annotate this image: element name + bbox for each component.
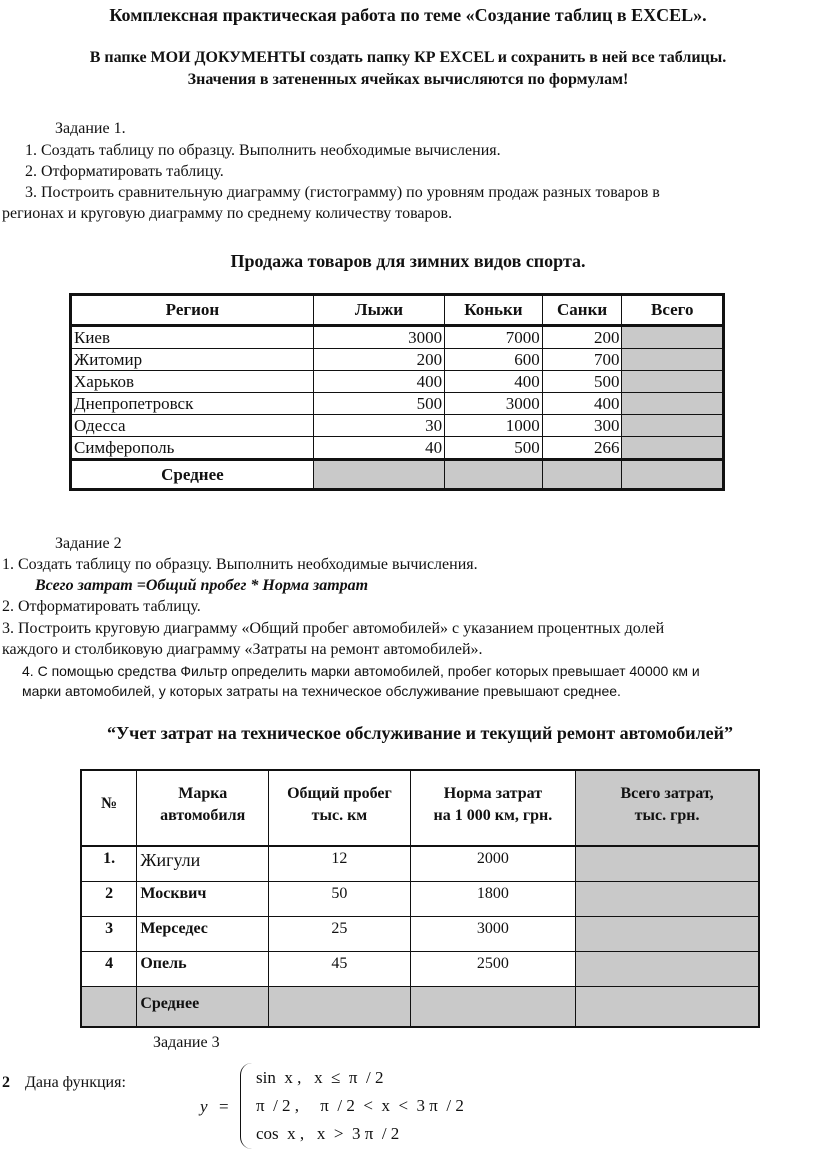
row-number-cell: 2 <box>81 882 137 917</box>
region-cell: Киев <box>71 326 314 349</box>
column-header-total <box>576 770 759 846</box>
value-cell: 7000 <box>445 326 543 349</box>
value-cell: 30 <box>313 415 444 437</box>
column-header-norm-line-2: на 1 000 км, грн. <box>433 807 553 824</box>
column-header-mileage-line-2: тыс. км <box>311 807 368 824</box>
table-header-row <box>81 770 759 846</box>
table-row <box>71 415 724 437</box>
shaded-formula-cell <box>313 460 444 490</box>
task2-item-3a: 3. Построить круговую диаграмму «Общий пробег автомобилей» с указанием процентных долей <box>2 620 665 637</box>
mileage-cell: 45 <box>269 952 411 987</box>
value-cell: 500 <box>313 393 444 415</box>
column-header-skates: Коньки <box>445 295 543 326</box>
shaded-formula-cell <box>269 987 411 1028</box>
task1-item-3b: регионах и круговую диаграмму по среднему количеству товаров. <box>2 205 453 222</box>
task3-number: 2 <box>2 1074 10 1091</box>
average-row <box>81 987 759 1028</box>
car-costs-table <box>80 769 760 1028</box>
column-header-mileage <box>269 770 411 846</box>
brand-cell: Жигули <box>137 846 269 882</box>
table-row <box>71 437 724 460</box>
task2-item-3b: каждого и столбиковую диаграмму «Затраты на ремонт автомобилей». <box>2 641 483 658</box>
column-header-norm-line-1: Норма затрат <box>443 785 543 802</box>
mileage-cell: 50 <box>269 882 411 917</box>
table2-title: “Учет затрат на техническое обслуживание и текущий ремонт автомобилей” <box>106 723 734 743</box>
table-row <box>71 371 724 393</box>
column-header-mileage-line-1: Общий пробег <box>287 785 392 802</box>
brand-cell: Опель <box>137 952 269 987</box>
table-row <box>71 349 724 371</box>
value-cell: 700 <box>542 349 622 371</box>
column-header-number-text: № <box>101 795 118 812</box>
row-number-cell: 4 <box>81 952 137 987</box>
region-cell: Одесса <box>71 415 314 437</box>
task2-formula: Всего затрат =Общий пробег * Норма затрат <box>35 577 369 594</box>
mileage-cell: 25 <box>269 917 411 952</box>
shaded-formula-cell <box>622 460 724 490</box>
shaded-formula-cell <box>576 846 759 882</box>
shaded-formula-cell <box>622 326 724 349</box>
norm-cell: 3000 <box>410 917 575 952</box>
shaded-formula-cell <box>445 460 543 490</box>
instruction-line-2: Значения в затененных ячейках вычисляются по формулам! <box>187 71 629 88</box>
task3-given-text: Дана функция: <box>25 1074 126 1091</box>
task3-label: Задание 3 <box>153 1034 220 1051</box>
value-cell: 600 <box>445 349 543 371</box>
sales-table <box>69 293 725 491</box>
table-row <box>71 393 724 415</box>
table-row <box>81 952 759 987</box>
formula-equals: = <box>219 1097 229 1116</box>
average-label: Среднее <box>71 460 314 490</box>
formula-case-2: π / 2 , π / 2 < x < 3 π / 2 <box>256 1096 464 1115</box>
value-cell: 400 <box>542 393 622 415</box>
brand-cell: Москвич <box>137 882 269 917</box>
column-header-norm <box>410 770 575 846</box>
task2-label: Задание 2 <box>55 535 122 552</box>
average-label: Среднее <box>137 987 269 1028</box>
norm-cell: 1800 <box>410 882 575 917</box>
value-cell: 40 <box>313 437 444 460</box>
task2-item-4a: 4. С помощью средства Фильтр определить марки автомобилей, пробег которых превышает 40000 км и <box>22 663 700 679</box>
shaded-formula-cell <box>622 393 724 415</box>
region-cell: Днепропетровск <box>71 393 314 415</box>
value-cell: 400 <box>445 371 543 393</box>
region-cell: Симферополь <box>71 437 314 460</box>
formula-y: y <box>200 1097 208 1116</box>
task1-item-2: 2. Отформатировать таблицу. <box>25 163 224 180</box>
table-row <box>81 882 759 917</box>
shaded-formula-cell <box>410 987 575 1028</box>
task1-item-3a: 3. Построить сравнительную диаграмму (гистограмму) по уровням продаж разных товаров в <box>25 184 660 201</box>
value-cell: 300 <box>542 415 622 437</box>
shaded-formula-cell <box>576 987 759 1028</box>
norm-cell: 2500 <box>410 952 575 987</box>
shaded-formula-cell <box>576 917 759 952</box>
page-title: Комплексная практическая работа по теме «Создание таблиц в EXCEL». <box>109 5 707 25</box>
brand-cell: Мерседес <box>137 917 269 952</box>
column-header-skis: Лыжи <box>313 295 444 326</box>
value-cell: 200 <box>542 326 622 349</box>
task2-item-4b: марки автомобилей, у которых затраты на техническое обслуживание превышают среднее. <box>22 683 621 699</box>
value-cell: 3000 <box>313 326 444 349</box>
left-brace <box>240 1063 253 1149</box>
column-header-total: Всего <box>622 295 724 326</box>
task2-item-2: 2. Отформатировать таблицу. <box>2 598 201 615</box>
value-cell: 400 <box>313 371 444 393</box>
column-header-brand-line-2: автомобиля <box>160 807 246 824</box>
mileage-cell: 12 <box>269 846 411 882</box>
shaded-cell <box>81 987 137 1028</box>
table1-title: Продажа товаров для зимних видов спорта. <box>230 251 586 271</box>
shaded-formula-cell <box>622 349 724 371</box>
value-cell: 3000 <box>445 393 543 415</box>
task1-label: Задание 1. <box>55 120 126 137</box>
shaded-formula-cell <box>576 882 759 917</box>
table-header-row <box>71 295 724 326</box>
task1-item-1: 1. Создать таблицу по образцу. Выполнить необходимые вычисления. <box>25 142 501 159</box>
formula-case-1: sin x , x ≤ π / 2 <box>256 1068 384 1087</box>
column-header-total-line-1: Всего затрат, <box>620 785 714 802</box>
row-number-cell: 1. <box>81 846 137 882</box>
norm-cell: 2000 <box>410 846 575 882</box>
region-cell: Харьков <box>71 371 314 393</box>
value-cell: 500 <box>445 437 543 460</box>
task2-item-1: 1. Создать таблицу по образцу. Выполнить необходимые вычисления. <box>2 556 478 573</box>
column-header-sleds: Санки <box>542 295 622 326</box>
value-cell: 200 <box>313 349 444 371</box>
column-header-number <box>81 770 137 846</box>
table-row <box>81 846 759 882</box>
shaded-formula-cell <box>622 437 724 460</box>
formula-case-3: cos x , x > 3 π / 2 <box>256 1124 400 1143</box>
region-cell: Житомир <box>71 349 314 371</box>
table-row <box>71 326 724 349</box>
value-cell: 266 <box>542 437 622 460</box>
column-header-brand <box>137 770 269 846</box>
value-cell: 1000 <box>445 415 543 437</box>
row-number-cell: 3 <box>81 917 137 952</box>
shaded-formula-cell <box>542 460 622 490</box>
column-header-brand-line-1: Марка <box>178 785 228 802</box>
shaded-formula-cell <box>622 371 724 393</box>
average-row <box>71 460 724 490</box>
instruction-line-1: В папке МОИ ДОКУМЕНТЫ создать папку КР EXCEL и сохранить в ней все таблицы. <box>89 49 727 66</box>
table-row <box>81 917 759 952</box>
column-header-total-line-2: тыс. грн. <box>634 807 700 824</box>
column-header-region: Регион <box>71 295 314 326</box>
value-cell: 500 <box>542 371 622 393</box>
shaded-formula-cell <box>622 415 724 437</box>
shaded-formula-cell <box>576 952 759 987</box>
